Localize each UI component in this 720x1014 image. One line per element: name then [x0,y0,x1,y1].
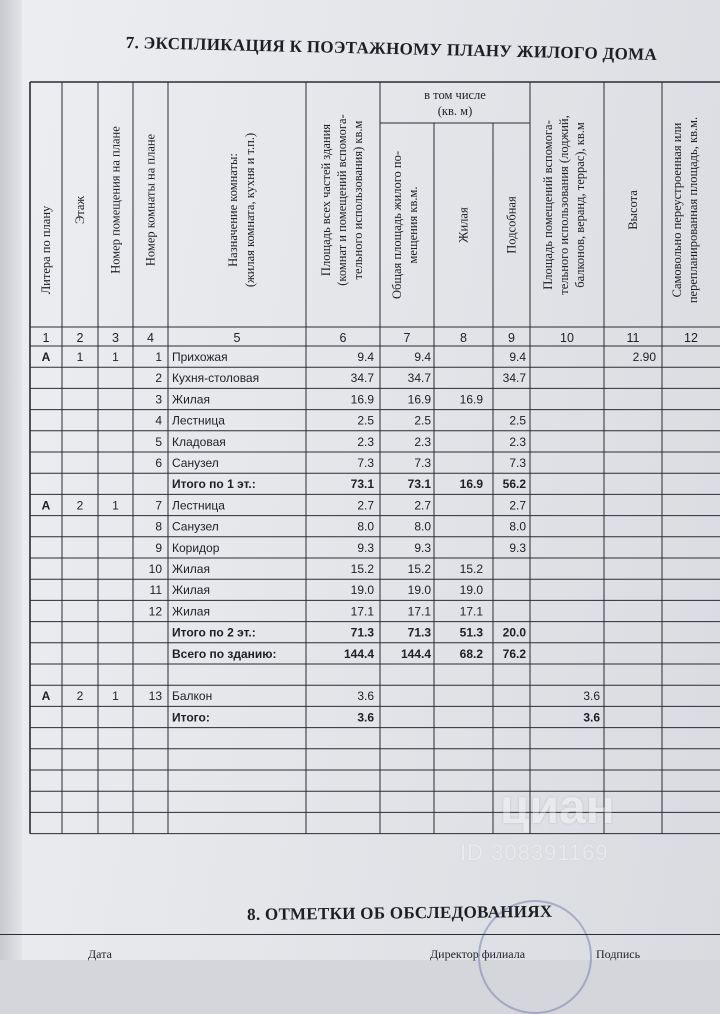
cell-room-name: Жилая [172,392,210,407]
cell-room-name: Жилая [172,562,210,576]
cell-room: 8 [155,519,162,534]
cell-total-area: 2.7 [357,498,374,513]
cell-living-premise-area: 9.4 [414,350,431,364]
cell-auxiliary-area: 56.2 [502,477,526,492]
cell-room-name: Санузел [172,519,219,534]
cell-auxiliary-area: 9.4 [509,350,526,364]
cell-living-premise-area: 2.3 [414,434,431,449]
header-living-premise-area-2: мещения кв.м. [406,186,420,264]
cell-total-area: 8.0 [357,519,374,534]
header-purpose-note: (жилая комната, кухня и т.п.) [243,132,257,288]
cell-litera: А [41,689,51,704]
cell-room-name: Кухня-столовая [172,371,260,386]
column-number: 4 [147,331,154,345]
column-number: 12 [684,331,698,345]
cell-floor: 1 [76,350,84,364]
cell-balcony-area: 3.6 [583,710,600,725]
director-label: Директор филиала [430,947,526,961]
cell-auxiliary-area: 34.7 [502,371,526,386]
column-number: 11 [626,331,640,345]
header-living-premise-area: Общая площадь жилого по- [390,150,404,300]
cell-premise: 1 [112,350,119,364]
cell-total-area: 3.6 [357,710,374,725]
cell-room-name: Коридор [172,540,220,555]
cell-room-name: Лестница [172,413,225,428]
watermark [430,770,660,880]
cell-living-premise-area: 144.4 [400,646,431,661]
cell-auxiliary-area: 9.3 [509,540,526,555]
cell-living-area: 16.9 [459,477,483,492]
cell-total-area: 71.3 [350,625,374,640]
header-auxiliary: Подсобная [504,196,519,254]
cell-premise: 1 [112,498,119,513]
cell-total-area: 2.3 [357,434,374,449]
header-litera: Литера по плану [39,205,53,295]
column-number: 2 [76,331,84,345]
cell-total-area: 2.5 [357,413,374,428]
cell-room: 13 [148,689,162,704]
cell-room: 9 [155,540,162,555]
cell-room: 3 [155,392,162,407]
cell-total-area: 16.9 [350,392,374,407]
cell-premise: 1 [112,689,119,704]
header-floor: Этаж [73,195,87,225]
cell-living-premise-area: 9.3 [414,540,431,555]
header-unauthorized-area-2: перепланированная площадь, кв.м. [686,116,700,304]
cell-auxiliary-area: 2.3 [509,434,526,449]
section-title: 8. ОТМЕТКИ ОБ ОБСЛЕДОВАНИЯХ [247,901,553,924]
cell-living-premise-area: 16.9 [407,392,431,407]
header-aux-area-2: тельного использования (лоджий, [557,115,571,295]
cell-auxiliary-area: 20.0 [502,625,526,640]
cell-living-premise-area: 7.3 [414,456,431,470]
header-living: Жилая [456,207,471,243]
cell-floor: 2 [76,689,84,704]
cell-room-name: Прихожая [172,350,228,364]
cell-total-area: 144.4 [343,646,374,661]
column-number: 6 [339,331,347,345]
cell-total-area: 19.0 [350,583,374,598]
cell-room: 2 [155,371,162,386]
cell-living-premise-area: 34.7 [407,371,431,386]
cell-room-name: Балкон [172,689,213,704]
header-room-number: Номер комнаты на плане [143,133,158,267]
column-number: 5 [233,331,241,345]
cell-room: 7 [155,498,162,513]
cell-room: 1 [155,350,162,364]
cell-room-name: Санузел [172,456,219,470]
cell-room-name: Всего по зданию: [172,646,277,661]
cell-height: 2.90 [632,350,656,364]
cell-total-area: 17.1 [350,604,374,619]
cell-room: 11 [149,583,162,598]
cell-room-name: Итого: [172,710,210,725]
cell-living-area: 51.3 [459,625,483,640]
header-height: Высота [626,190,640,230]
cell-litera: А [41,350,51,364]
cell-total-area: 3.6 [357,689,374,704]
cell-room-name: Лестница [172,498,225,513]
column-number: 1 [42,331,50,345]
cell-living-premise-area: 15.2 [407,562,431,576]
watermark-id: ID 308391169 [460,840,609,865]
date-label: Дата [88,947,112,961]
column-number: 7 [403,331,411,345]
header-group-units: (кв. м) [437,104,473,118]
cell-living-premise-area: 19.0 [407,583,431,598]
cell-living-premise-area: 71.3 [407,625,431,640]
header-premise-number: Номер помещения на плане [108,126,123,274]
cell-total-area: 7.3 [357,456,374,470]
signature-label: Подпись [596,947,641,961]
cell-total-area: 9.4 [357,350,374,364]
cell-floor: 2 [76,498,84,513]
cell-total-area: 9.3 [357,540,374,555]
cell-auxiliary-area: 2.5 [509,413,526,428]
cell-auxiliary-area: 2.7 [509,498,526,513]
column-number: 8 [460,331,467,345]
cell-living-premise-area: 73.1 [407,477,431,492]
cell-room: 10 [148,562,162,576]
cell-auxiliary-area: 7.3 [509,456,526,470]
header-purpose: Назначение комнаты: [226,153,240,267]
header-total-area-3: тельного использования) кв.м [351,120,365,280]
header-aux-area-3: балконов, веранд, террас), кв.м [573,122,587,288]
cell-room-name: Жилая [172,604,210,619]
cell-total-area: 73.1 [350,477,374,492]
cell-living-area: 17.1 [459,604,483,619]
cell-room: 5 [155,434,162,449]
page-title: 7. ЭКСПЛИКАЦИЯ К ПОЭТАЖНОМУ ПЛАНУ ЖИЛОГО ДОМА [125,33,658,65]
cell-living-premise-area: 2.7 [414,498,431,513]
cell-total-area: 34.7 [350,371,374,386]
cell-room-name: Жилая [172,583,210,598]
header-unauthorized-area: Самовольно переустроенная или [670,122,684,298]
column-number: 9 [508,331,515,345]
header-total-area-2: (комнат и помещений вспомога- [335,114,349,286]
watermark-brand: циан [500,781,615,834]
cell-auxiliary-area: 76.2 [502,646,526,661]
cell-room: 12 [148,604,162,619]
cell-living-area: 15.2 [459,562,483,576]
cell-room: 4 [155,413,162,428]
bottom-table-row [0,934,720,961]
cell-living-area: 68.2 [459,646,483,661]
column-number: 3 [112,331,119,345]
cell-room-name: Итого по 1 эт.: [172,477,256,492]
cell-living-area: 19.0 [459,583,483,598]
cell-room-name: Кладовая [172,434,226,449]
cell-litera: А [41,498,51,513]
header-aux-area: Площадь помещений вспомога- [541,120,555,290]
cell-living-premise-area: 2.5 [414,413,431,428]
header-group-including: в том числе [424,88,486,102]
header-total-area: Площадь всех частей здания [319,123,333,277]
column-number: 10 [560,331,574,345]
cell-living-premise-area: 17.1 [407,604,431,619]
cell-room-name: Итого по 2 эт.: [172,625,256,640]
cell-living-premise-area: 8.0 [414,519,431,534]
cell-balcony-area: 3.6 [583,689,600,704]
cell-room: 6 [155,456,162,470]
cell-living-area: 16.9 [459,392,483,407]
cell-total-area: 15.2 [350,562,374,576]
cell-auxiliary-area: 8.0 [509,519,526,534]
